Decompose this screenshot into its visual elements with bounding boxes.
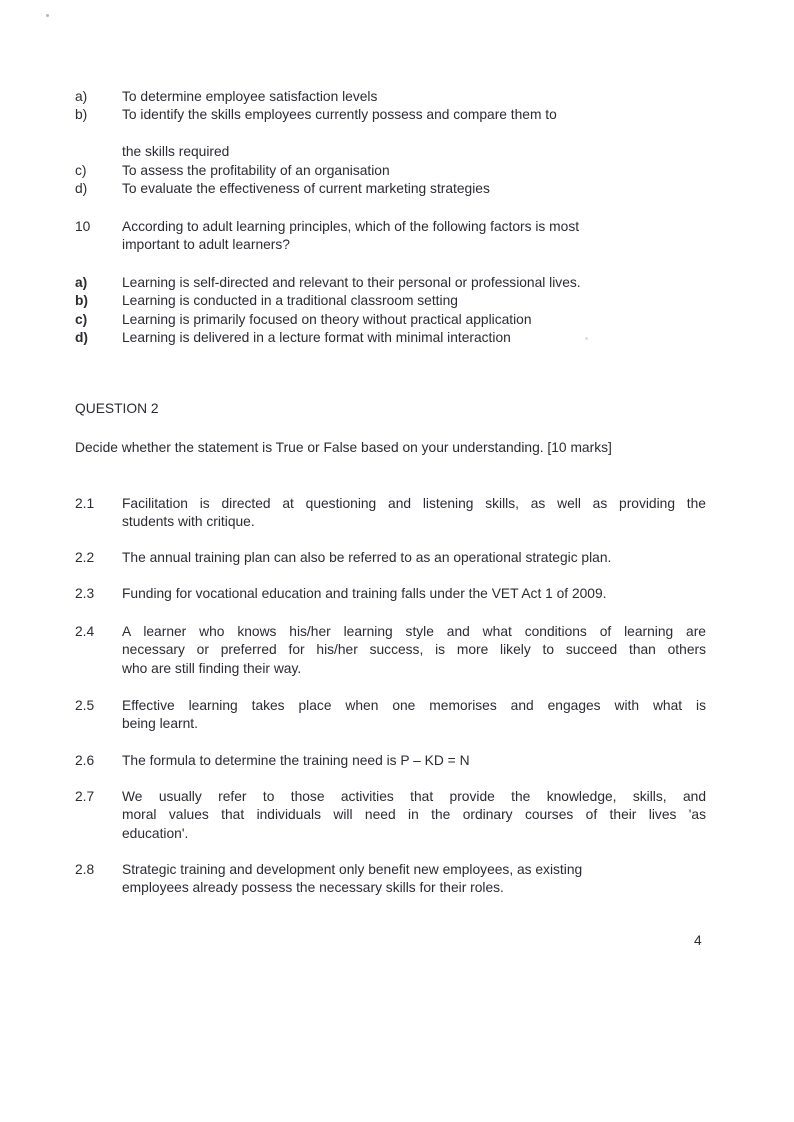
question-text-line: According to adult learning principles, which of the following factors is most: [122, 219, 580, 234]
statement-line: We usually refer to those activities that provide the knowledge, skills, and: [122, 789, 706, 804]
statement-number: 2.4: [75, 624, 95, 639]
option-row: [75, 162, 715, 180]
statement-number: 2.1: [75, 496, 95, 511]
statement-line: students with critique.: [122, 514, 255, 530]
statement-line: education'.: [122, 825, 189, 841]
option-row: [75, 88, 715, 106]
statement-number: 2.3: [75, 586, 95, 601]
instruction-text: Decide whether the statement is True or False based on your understanding. [10 marks]: [75, 440, 612, 455]
option-text: Learning is self-directed and relevant to their personal or professional lives.: [122, 275, 581, 290]
statement-line: Effective learning takes place when one memorises and engages with what is: [122, 698, 706, 713]
option-label: c): [75, 162, 87, 178]
question-10: [75, 218, 722, 255]
statement-row: [75, 752, 706, 770]
option-row: [75, 180, 715, 198]
option-text: Learning is delivered in a lecture format with minimal interaction: [122, 330, 511, 346]
page-number: 4: [694, 933, 702, 948]
statement-row: [75, 549, 706, 567]
statement-line: necessary or preferred for his/her success, is more likely to succeed than others: [122, 642, 706, 658]
option-label: d): [75, 330, 89, 346]
option-text: To determine employee satisfaction levels: [122, 89, 378, 104]
statement-line: being learnt.: [122, 716, 198, 732]
statement-number: 2.6: [75, 753, 95, 768]
option-row: [75, 106, 715, 124]
statement-line: The formula to determine the training need is P – KD = N: [122, 753, 470, 768]
question-number: 10: [75, 219, 91, 234]
statement-number: 2.8: [75, 862, 95, 877]
statement-line: employees already possess the necessary skills for their roles.: [122, 880, 504, 896]
option-row: [75, 143, 715, 161]
option-label: c): [75, 311, 88, 327]
statement-line: Strategic training and development only benefit new employees, as existing: [122, 862, 583, 877]
statement-row: [75, 585, 706, 603]
option-text: To identify the skills employees currently possess and compare them to: [122, 107, 557, 123]
statement-row: [75, 623, 706, 678]
option-label: d): [75, 181, 88, 197]
statement-line: who are still finding their way.: [122, 660, 302, 676]
question-text-line: important to adult learners?: [122, 237, 290, 253]
option-label: a): [75, 89, 88, 104]
statement-number: 2.5: [75, 698, 95, 713]
option-label: b): [75, 293, 89, 309]
option-row: [75, 311, 715, 329]
statement-row: [75, 861, 706, 898]
option-text: the skills required: [122, 144, 230, 160]
option-label: a): [75, 275, 88, 290]
statement-number: 2.7: [75, 789, 95, 804]
statement-line: moral values that individuals will need in the ordinary courses of their lives 'as: [122, 807, 706, 823]
statement-line: Funding for vocational education and training falls under the VET Act 1 of 2009.: [122, 586, 607, 601]
option-label: b): [75, 107, 88, 123]
statement-line: Facilitation is directed at questioning and listening skills, as well as providing the: [122, 496, 706, 511]
scan-artifact-speck: [46, 14, 49, 17]
statement-row: [75, 495, 706, 532]
option-text: Learning is conducted in a traditional classroom setting: [122, 293, 458, 309]
question-10-options: [75, 274, 715, 348]
statement-number: 2.2: [75, 550, 95, 565]
section-heading: QUESTION 2: [75, 401, 159, 416]
option-text: To assess the profitability of an organisation: [122, 162, 390, 178]
option-label: [75, 143, 122, 161]
option-text: Learning is primarily focused on theory without practical application: [122, 311, 532, 327]
statement-row: [75, 697, 706, 734]
mcq-options-continuation: [75, 88, 715, 198]
option-row: [75, 329, 715, 347]
statement-line: A learner who knows his/her learning style and what conditions of learning are: [122, 624, 706, 639]
option-text: To evaluate the effectiveness of current marketing strategies: [122, 181, 490, 197]
option-row: [75, 292, 715, 310]
statement-line: The annual training plan can also be referred to as an operational strategic plan.: [122, 550, 612, 565]
statement-row: [75, 788, 706, 843]
option-row: [75, 274, 715, 292]
